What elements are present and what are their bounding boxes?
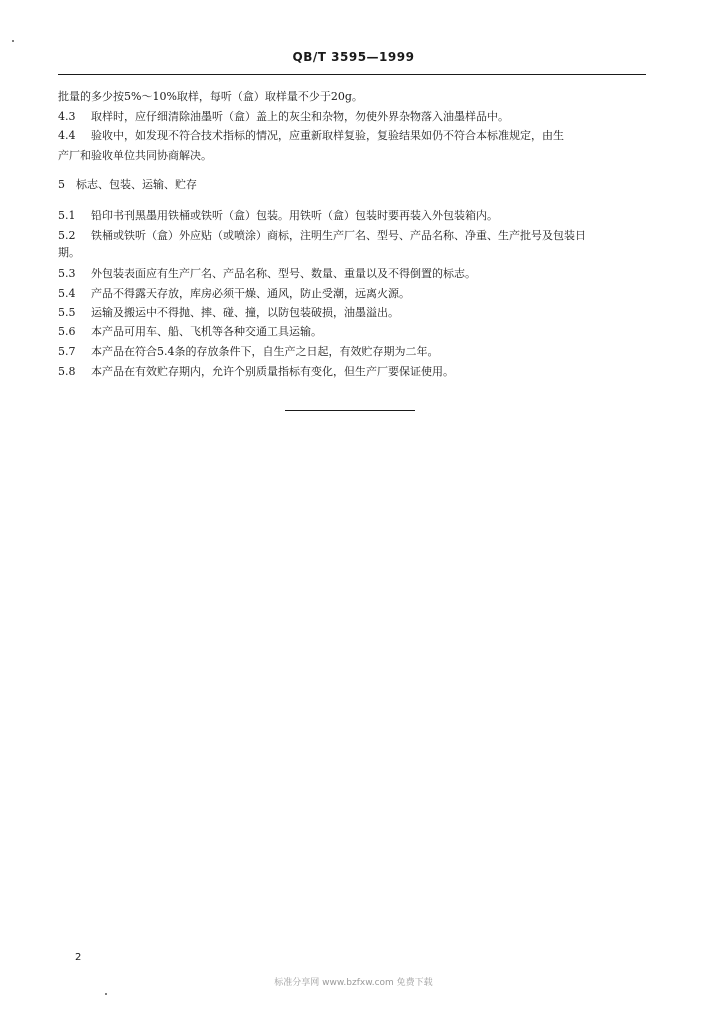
clause-5-8 [58,364,648,380]
clause-number: 5.5 [58,306,76,319]
clause-number: 5.1 [58,209,76,222]
clause-text: 本产品在有效贮存期内，允许个别质量指标有变化，但生产厂要保证使用。 [91,365,454,378]
scan-speck [105,993,107,995]
site-watermark: 标准分享网 www.bzfxw.com 免费下载 [274,978,433,988]
clause-text: 产厂和验收单位共同协商解决。 [58,149,212,162]
clause-4-4 [58,128,648,144]
section-title: 标志、包装、运输、贮存 [76,178,197,191]
clause-5-6 [58,324,648,340]
paragraph-text: 批量的多少按5%～10%取样，每听（盒）取样量不少于20g。 [58,90,363,103]
continued-line [58,89,648,105]
clause-5-5 [58,305,648,321]
clause-text: 外包装表面应有生产厂名、产品名称、型号、数量、重量以及不得倒置的标志。 [91,267,476,280]
standard-code-header: QB/T 3595—1999 [292,50,415,64]
clause-number: 5.7 [58,345,76,358]
clause-5-1 [58,208,648,224]
section-5-heading [58,177,648,193]
section-number: 5 [58,178,65,191]
clause-5-2 [58,228,648,244]
clause-4-3 [58,109,648,125]
clause-text: 产品不得露天存放，库房必须干燥、通风，防止受潮，远离火源。 [91,287,410,300]
end-of-document-rule [285,410,415,411]
clause-5-2-continued [58,245,648,261]
clause-5-4 [58,286,648,302]
clause-text: 铅印书刊黑墨用铁桶或铁听（盒）包装。用铁听（盒）包装时要再装入外包装箱内。 [91,209,498,222]
clause-number: 5.6 [58,325,76,338]
clause-number: 4.3 [58,110,76,123]
clause-text: 本产品在符合5.4条的存放条件下，自生产之日起，有效贮存期为二年。 [91,345,439,358]
clause-5-3 [58,266,648,282]
clause-number: 5.8 [58,365,76,378]
clause-number: 5.2 [58,229,76,242]
clause-number: 5.3 [58,267,76,280]
clause-text: 期。 [58,246,80,259]
clause-number: 4.4 [58,129,76,142]
clause-text: 取样时，应仔细清除油墨听（盒）盖上的灰尘和杂物，勿使外界杂物落入油墨样品中。 [91,110,509,123]
clause-number: 5.4 [58,287,76,300]
header-rule [58,74,646,75]
clause-text: 验收中，如发现不符合技术指标的情况，应重新取样复验，复验结果如仍不符合本标准规定，由生 [91,129,564,142]
scan-speck [12,40,14,42]
clause-text: 运输及搬运中不得抛、摔、碰、撞，以防包装破损，油墨溢出。 [91,306,399,319]
clause-4-4-continued [58,148,648,164]
clause-text: 本产品可用车、船、飞机等各种交通工具运输。 [91,325,322,338]
clause-5-7 [58,344,648,360]
clause-text: 铁桶或铁听（盒）外应贴（或喷涂）商标，注明生产厂名、型号、产品名称、净重、生产批号及包装日 [91,229,586,242]
page-number: 2 [75,952,82,963]
